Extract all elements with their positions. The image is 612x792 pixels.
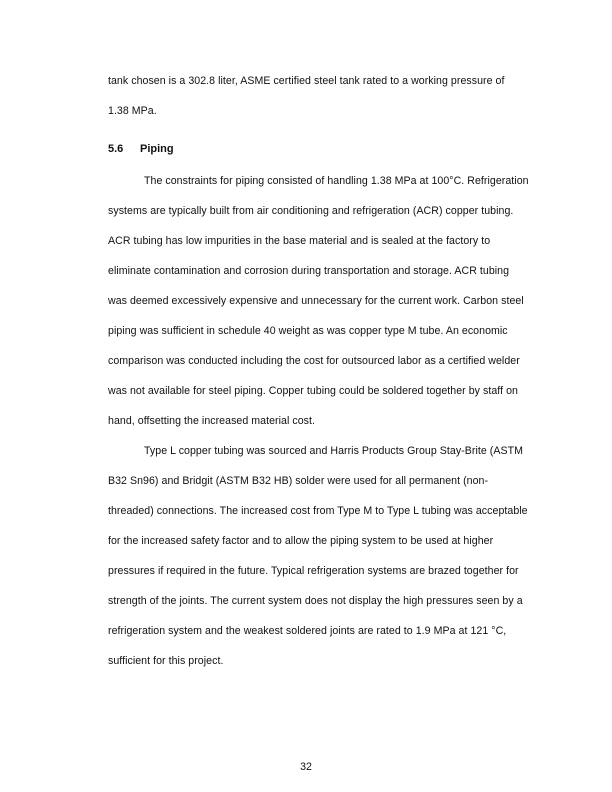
paragraph1-line-7: comparison was conducted including the cost for outsourced labor as a certified welder [108, 355, 520, 367]
paragraph2-line-1: Type L copper tubing was sourced and Harris Products Group Stay-Brite (ASTM [144, 445, 524, 457]
paragraph2-line-5: pressures if required in the future. Typical refrigeration systems are brazed together for [108, 565, 519, 577]
paragraph2-line-6: strength of the joints. The current system does not display the high pressures seen by a [108, 595, 523, 607]
paragraph1-line-1: The constraints for piping consisted of handling 1.38 MPa at 100°C. Refrigeration [144, 175, 529, 187]
section-heading [108, 142, 174, 156]
paragraph1-line-8: was not available for steel piping. Copper tubing could be soldered together by staff on [108, 385, 518, 397]
paragraph2-line-8: sufficient for this project. [108, 655, 224, 667]
intro-line-2: 1.38 MPa. [108, 105, 157, 117]
paragraph2-line-2: B32 Sn96) and Bridgit (ASTM B32 HB) solder were used for all permanent (non- [108, 475, 489, 487]
paragraph1-line-9: hand, offsetting the increased material cost. [108, 415, 315, 427]
paragraph2-line-4: for the increased safety factor and to allow the piping system to be used at higher [108, 535, 494, 547]
paragraph1-line-6: piping was sufficient in schedule 40 weight as was copper type M tube. An economic [108, 325, 508, 337]
intro-line-1: tank chosen is a 302.8 liter, ASME certified steel tank rated to a working pressure of [108, 75, 505, 87]
section-number: 5.6 [108, 143, 124, 155]
paragraph1-line-3: ACR tubing has low impurities in the base material and is sealed at the factory to [108, 235, 491, 247]
paragraph2-line-7: refrigeration system and the weakest soldered joints are rated to 1.9 MPa at 121 °C, [108, 625, 507, 637]
page-number: 32 [300, 761, 312, 773]
section-title: Piping [140, 143, 174, 155]
paragraph1-line-2: systems are typically built from air conditioning and refrigeration (ACR) copper tubing. [108, 205, 514, 217]
paragraph1-line-5: was deemed excessively expensive and unnecessary for the current work. Carbon steel [108, 295, 524, 307]
paragraph1-line-4: eliminate contamination and corrosion during transportation and storage. ACR tubing [108, 265, 510, 277]
paragraph2-line-3: threaded) connections. The increased cost from Type M to Type L tubing was acceptable [108, 505, 528, 517]
